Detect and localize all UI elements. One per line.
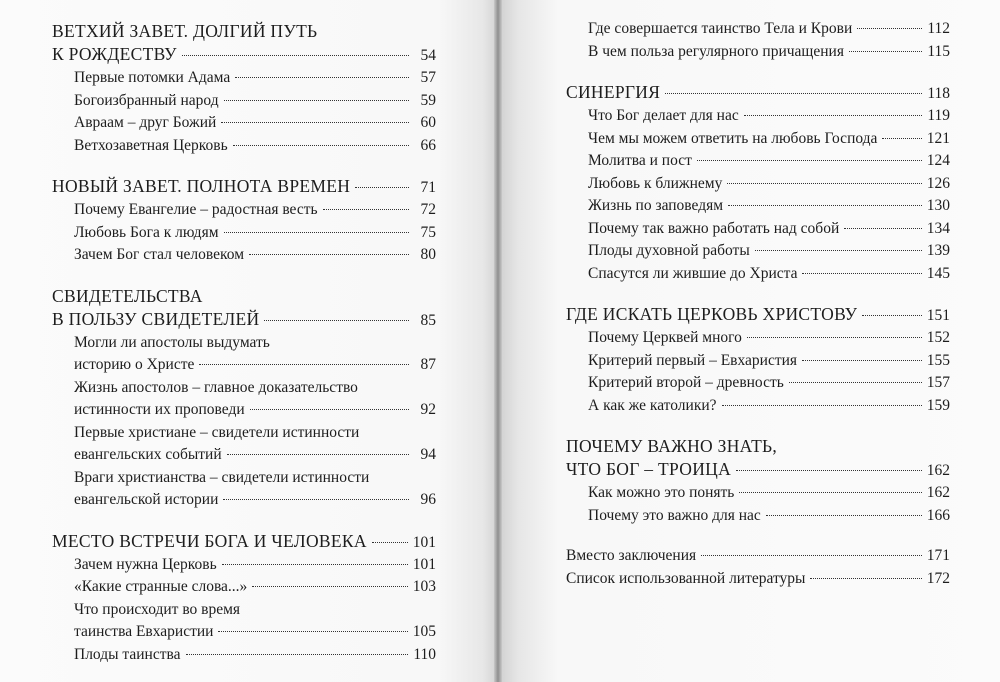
section-heading-page-number: 54 — [420, 47, 436, 64]
toc-section — [566, 63, 950, 285]
toc-entry-title: Почему это важно для нас — [588, 506, 761, 524]
section-heading-title: ЧТО БОГ – ТРОИЦА — [566, 459, 732, 479]
toc-entry-row — [566, 505, 950, 528]
toc-entry-row — [566, 41, 950, 64]
toc-entry-page-number: 172 — [926, 569, 950, 587]
dot-leader — [223, 499, 409, 500]
section-spacer — [566, 63, 950, 81]
section-heading-row — [566, 81, 950, 105]
toc-entry-title: Чем мы можем ответить на любовь Господа — [588, 129, 878, 147]
toc-entry-title: Первые потомки Адама — [74, 69, 231, 86]
toc-entry-title: Список использованной литературы — [566, 569, 806, 587]
dot-leader — [739, 492, 921, 493]
section-spacer — [566, 285, 950, 303]
toc-entry-row — [566, 218, 950, 241]
book-gutter — [494, 0, 502, 682]
toc-entry-title: Что Бог делает для нас — [588, 107, 739, 124]
toc-entry-row — [566, 150, 950, 173]
dot-leader — [227, 454, 409, 455]
section-heading-page-number: 85 — [420, 311, 436, 329]
section-heading-title: СИНЕРГИЯ — [566, 82, 661, 102]
toc-entry-row — [566, 240, 950, 263]
table-of-contents-left — [52, 20, 436, 666]
dot-leader — [233, 145, 409, 146]
toc-entry-row — [52, 444, 436, 467]
toc-entry-row — [52, 244, 436, 267]
dot-leader — [182, 55, 409, 56]
dot-leader — [802, 273, 921, 274]
toc-entry-title: Зачем нужна Церковь — [74, 555, 217, 573]
toc-entry-title: А как же католики? — [588, 396, 717, 414]
section-heading-row — [566, 458, 950, 482]
toc-entry-page-number: 126 — [926, 174, 950, 192]
dot-leader — [250, 409, 409, 410]
section-spacer — [52, 157, 436, 175]
toc-section — [52, 157, 436, 267]
right-page — [498, 0, 1000, 682]
dot-leader — [862, 315, 921, 316]
toc-entry-title: евангельских событий — [74, 446, 222, 463]
dot-leader — [744, 115, 923, 116]
dot-leader — [224, 100, 409, 101]
dot-leader — [372, 542, 408, 543]
dot-leader — [727, 183, 921, 184]
toc-entry-page-number: 134 — [926, 219, 950, 237]
dot-leader — [252, 586, 407, 587]
toc-entry-row — [52, 576, 436, 599]
dot-leader — [747, 337, 922, 338]
section-heading-page-number: 71 — [420, 179, 436, 196]
toc-entry-page-number: 105 — [412, 623, 436, 640]
dot-leader — [755, 250, 922, 251]
toc-entry-title: евангельской истории — [74, 491, 219, 508]
dot-leader — [789, 382, 922, 383]
toc-section — [52, 20, 436, 157]
toc-entry-title: Ветхозаветная Церковь — [74, 136, 228, 154]
toc-entry-page-number: 145 — [926, 264, 950, 282]
toc-entry-row — [52, 489, 436, 512]
dot-leader — [857, 28, 922, 29]
toc-entry-page-number: 162 — [926, 484, 950, 501]
dot-leader — [224, 232, 409, 233]
toc-entry-title: истинности их проповеди — [74, 401, 245, 418]
dot-leader — [221, 122, 409, 123]
toc-entry-page-number: 96 — [420, 491, 436, 508]
toc-entry-title: Как можно это понять — [588, 484, 735, 501]
toc-entry-page-number: 171 — [926, 547, 950, 564]
toc-entry-page-number: 57 — [420, 69, 436, 86]
toc-entry-title: Молитва и пост — [588, 152, 692, 169]
toc-entry-row — [52, 199, 436, 222]
toc-entry-page-number: 157 — [926, 374, 950, 391]
toc-entry-row — [566, 173, 950, 196]
toc-entry-row — [566, 372, 950, 395]
dot-leader — [235, 77, 409, 78]
toc-entry-title: Почему Евангелие – радостная весть — [74, 201, 318, 218]
toc-entry-title: Критерий первый – Евхаристия — [588, 351, 798, 369]
section-spacer — [52, 512, 436, 530]
dot-leader — [882, 138, 921, 139]
toc-section — [566, 18, 950, 63]
toc-entry-row — [52, 554, 436, 577]
section-heading-line: ВЕТХИЙ ЗАВЕТ. ДОЛГИЙ ПУТЬ — [52, 21, 318, 41]
toc-entry-title: Где совершается таинство Тела и Крови — [588, 20, 853, 37]
entry-line: Первые христиане – свидетели истинности — [74, 423, 360, 441]
toc-section — [566, 417, 950, 527]
dot-leader — [222, 564, 408, 565]
toc-entry-row — [566, 195, 950, 218]
section-heading-title: В ПОЛЬЗУ СВИДЕТЕЛЕЙ — [52, 308, 260, 329]
toc-section — [52, 512, 436, 667]
toc-entry-page-number: 155 — [926, 351, 950, 369]
section-spacer — [566, 417, 950, 435]
toc-entry-page-number: 59 — [420, 91, 436, 109]
toc-entry-page-number: 66 — [420, 136, 436, 154]
section-heading-page-number: 151 — [926, 307, 950, 324]
dot-leader — [218, 631, 407, 632]
toc-entry-row — [566, 395, 950, 418]
dot-leader — [722, 405, 922, 406]
toc-entry-page-number: 92 — [420, 401, 436, 418]
toc-entry-row — [566, 18, 950, 41]
toc-entry-page-number: 112 — [927, 20, 950, 37]
toc-entry-row — [52, 354, 436, 377]
dot-leader — [766, 515, 922, 516]
toc-section — [566, 527, 950, 590]
dot-leader — [697, 160, 922, 161]
section-spacer — [52, 267, 436, 285]
dot-leader — [810, 578, 921, 579]
toc-entry-row — [566, 263, 950, 286]
entry-line: Жизнь апостолов – главное доказательство — [74, 378, 358, 396]
toc-entry-title: Критерий второй – древность — [588, 374, 784, 391]
toc-entry-page-number: 110 — [413, 645, 436, 663]
section-heading-row — [52, 308, 436, 332]
section-heading-line: СВИДЕТЕЛЬСТВА — [52, 285, 203, 306]
toc-entry-title: Любовь к ближнему — [588, 174, 723, 192]
dot-leader — [186, 654, 409, 655]
toc-entry-row — [566, 128, 950, 151]
toc-entry-row — [52, 399, 436, 422]
section-heading-row — [566, 303, 950, 327]
toc-entry-row — [566, 482, 950, 505]
section-heading-row — [52, 175, 436, 199]
section-heading-page-number: 101 — [412, 533, 436, 551]
entry-line: Что происходит во время — [74, 600, 241, 618]
entry-line: Враги христианства – свидетели истинности — [74, 468, 370, 486]
dot-leader — [264, 320, 409, 321]
toc-entry-page-number: 75 — [420, 223, 436, 241]
toc-entry-title: таинства Евхаристии — [74, 623, 214, 640]
toc-entry-page-number: 115 — [927, 42, 950, 60]
section-heading-title: К РОЖДЕСТВУ — [52, 44, 177, 64]
toc-section — [52, 267, 436, 512]
toc-entry-title: Авраам – друг Божий — [74, 114, 217, 131]
toc-entry-title: Зачем Бог стал человеком — [74, 246, 245, 263]
section-heading-title: МЕСТО ВСТРЕЧИ БОГА И ЧЕЛОВЕКА — [52, 530, 367, 551]
toc-entry-title: Любовь Бога к людям — [74, 223, 219, 241]
dot-leader — [849, 51, 922, 52]
entry-line: Могли ли апостолы выдумать — [74, 333, 270, 351]
table-of-contents-right — [566, 18, 950, 590]
toc-entry-row — [566, 568, 950, 591]
dot-leader — [736, 470, 922, 471]
toc-entry-title: Вместо заключения — [566, 547, 697, 564]
toc-entry-page-number: 101 — [412, 555, 436, 573]
section-heading-line: ПОЧЕМУ ВАЖНО ЗНАТЬ, — [566, 436, 778, 456]
section-heading-title: НОВЫЙ ЗАВЕТ. ПОЛНОТА ВРЕМЕН — [52, 176, 351, 196]
toc-entry-page-number: 139 — [926, 242, 950, 259]
toc-entry-page-number: 166 — [926, 506, 950, 524]
toc-entry-title: Почему Церквей много — [588, 329, 742, 346]
toc-entry-row — [52, 644, 436, 667]
toc-entry-row — [566, 105, 950, 128]
toc-entry-title: В чем польза регулярного причащения — [588, 42, 844, 60]
dot-leader — [802, 360, 922, 361]
toc-entry-page-number: 60 — [420, 114, 436, 131]
toc-entry-title: историю о Христе — [74, 356, 195, 373]
dot-leader — [199, 364, 409, 365]
toc-entry-page-number: 103 — [412, 578, 436, 595]
toc-entry-title: «Какие странные слова...» — [74, 578, 248, 595]
toc-entry-row — [566, 327, 950, 350]
dot-leader — [249, 254, 409, 255]
section-heading-row — [52, 43, 436, 67]
dot-leader — [355, 187, 409, 188]
section-spacer — [566, 527, 950, 545]
toc-entry-title: Почему так важно работать над собой — [588, 219, 840, 237]
dot-leader — [728, 205, 922, 206]
section-heading-page-number: 118 — [927, 85, 950, 102]
dot-leader — [701, 555, 922, 556]
toc-entry-row — [52, 135, 436, 158]
toc-entry-page-number: 121 — [926, 129, 950, 147]
toc-entry-page-number: 119 — [927, 107, 950, 124]
toc-entry-title: Плоды духовной работы — [588, 242, 750, 259]
toc-entry-page-number: 87 — [420, 356, 436, 373]
toc-entry-page-number: 124 — [926, 152, 950, 169]
toc-entry-title: Богоизбранный народ — [74, 91, 219, 109]
dot-leader — [844, 228, 922, 229]
toc-entry-title: Плоды таинства — [74, 645, 181, 663]
section-heading-page-number: 162 — [926, 462, 950, 479]
toc-entry-page-number: 80 — [420, 246, 436, 263]
dot-leader — [323, 209, 409, 210]
toc-entry-title: Жизнь по заповедям — [588, 197, 724, 214]
toc-entry-row — [52, 112, 436, 135]
toc-entry-title: Спасутся ли жившие до Христа — [588, 264, 798, 282]
toc-entry-row — [52, 67, 436, 90]
left-page — [0, 0, 498, 682]
section-heading-title: ГДЕ ИСКАТЬ ЦЕРКОВЬ ХРИСТОВУ — [566, 304, 858, 324]
toc-entry-page-number: 159 — [926, 396, 950, 414]
toc-entry-page-number: 152 — [926, 329, 950, 346]
toc-entry-page-number: 94 — [420, 446, 436, 463]
toc-entry-row — [566, 350, 950, 373]
toc-entry-page-number: 72 — [420, 201, 436, 218]
toc-entry-row — [52, 90, 436, 113]
toc-section — [566, 285, 950, 417]
section-heading-row — [52, 530, 436, 554]
toc-entry-page-number: 130 — [926, 197, 950, 214]
toc-entry-row — [566, 545, 950, 568]
toc-entry-row — [52, 621, 436, 644]
dot-leader — [665, 93, 922, 94]
toc-entry-row — [52, 222, 436, 245]
